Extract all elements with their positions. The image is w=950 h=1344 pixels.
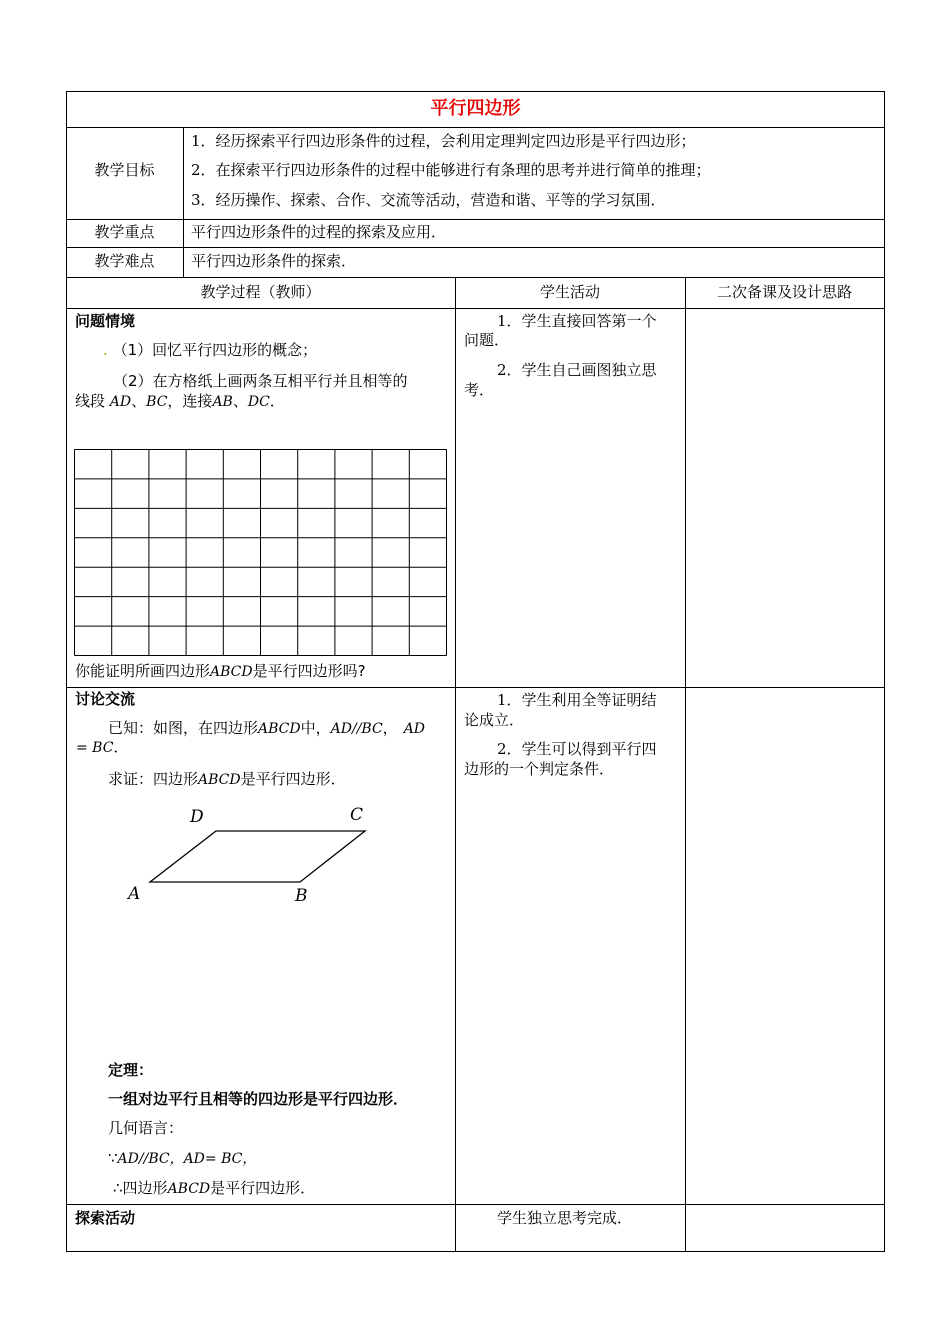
student-activity-1-cont: 论成立． — [464, 711, 525, 729]
column-header-student: 学生活动 — [539, 283, 600, 301]
geometry-language-label: 几何语言： — [108, 1119, 184, 1137]
column-divider-notes — [685, 277, 686, 1252]
question-number: （1） — [112, 341, 153, 359]
student-activity-1-cont: 问题． — [464, 331, 510, 349]
shape-label: ABCD — [198, 772, 241, 788]
objective-text: 经历操作、探索、合作、交流等活动，营造和谐、平等的学习氛围． — [215, 191, 666, 209]
condition: AD//BC，AD= BC， — [117, 1151, 257, 1167]
question-number: （2） — [113, 372, 153, 390]
key-point-label: 教学重点 — [94, 223, 155, 241]
page-title: 平行四边形 — [430, 98, 521, 119]
question-text: 回忆平行四边形的概念； — [152, 341, 318, 359]
geometry-line-2 — [113, 1178, 315, 1199]
because-symbol: ∵ — [108, 1149, 118, 1167]
text: 四边形 — [122, 1179, 168, 1197]
column-divider-student — [455, 277, 456, 1252]
text: 学生利用全等证明结 — [521, 691, 657, 709]
objectives-label: 教学目标 — [94, 161, 155, 179]
text: 是平行四边形吗? — [252, 662, 366, 680]
parallelogram-shape — [150, 831, 365, 882]
shape-label: ABCD — [258, 721, 301, 737]
student-activity-2 — [497, 739, 657, 759]
text: 线段 — [75, 392, 106, 410]
text: 是平行四边形． — [210, 1179, 316, 1197]
question-1 — [103, 340, 317, 360]
theorem-label: 定理： — [108, 1061, 154, 1079]
table-border-bottom — [66, 1251, 885, 1252]
text: ， — [382, 719, 398, 737]
bullet-dot: . — [103, 341, 108, 359]
square-grid — [74, 449, 447, 656]
text: ． — [269, 392, 285, 410]
objective-text: 经历探索平行四边形条件的过程，会利用定理判定四边形是平行四边形； — [215, 132, 696, 150]
student-activity-2-cont: 考． — [464, 381, 495, 399]
student-activity-1 — [497, 690, 657, 710]
text: ． — [113, 738, 129, 756]
column-header-teacher: 教学过程（教师） — [200, 283, 321, 301]
prove-line — [108, 769, 346, 790]
section-heading: 探索活动 — [75, 1209, 136, 1227]
number: 1． — [497, 312, 522, 330]
objective-item — [191, 160, 711, 180]
question-text: 在方格纸上画两条互相平行并且相等的 — [152, 372, 408, 390]
label-column-divider — [183, 127, 184, 277]
objective-number: 2． — [191, 161, 216, 179]
condition: = BC — [76, 740, 114, 756]
text: 学生自己画图独立思 — [521, 361, 657, 379]
section-heading: 讨论交流 — [75, 690, 136, 708]
text: 中， — [300, 719, 331, 737]
text: 求证：四边形 — [108, 770, 199, 788]
shape-label: ABCD — [167, 1181, 211, 1197]
question-2-line2 — [75, 391, 285, 412]
text: 已知：如图，在四边形 — [108, 719, 259, 737]
objective-number: 1． — [191, 132, 216, 150]
difficulty-text: 平行四边形条件的探索． — [191, 252, 357, 270]
segment-label: AD — [403, 721, 426, 737]
student-activity: 学生独立思考完成． — [497, 1209, 633, 1227]
condition: AD//BC — [330, 721, 383, 737]
segment-label: AD — [109, 394, 132, 410]
given-line2 — [76, 737, 128, 758]
number: 2． — [497, 740, 522, 758]
objective-text: 在探索平行四边形条件的过程中能够进行有条理的思考并进行简单的推理； — [215, 161, 711, 179]
table-border-top — [66, 91, 885, 92]
row-divider — [66, 277, 885, 278]
objective-item — [191, 131, 696, 151]
segment-label: DC — [247, 394, 270, 410]
row-divider — [66, 687, 885, 688]
student-activity-1 — [497, 311, 657, 331]
row-divider — [66, 127, 885, 128]
key-point-text: 平行四边形条件的过程的探索及应用． — [191, 223, 447, 241]
vertex-label-d: D — [190, 807, 204, 827]
row-divider — [66, 247, 885, 248]
proof-question — [75, 661, 366, 682]
difficulty-label: 教学难点 — [94, 252, 155, 270]
objective-item — [191, 190, 666, 210]
row-divider — [66, 308, 885, 309]
text: 你能证明所画四边形 — [75, 662, 211, 680]
theorem-text: 一组对边平行且相等的四边形是平行四边形． — [108, 1090, 409, 1108]
given-line1 — [108, 718, 425, 739]
vertex-label-c: C — [350, 805, 364, 825]
segment-label: AB — [212, 394, 233, 410]
parallelogram-figure — [120, 800, 380, 910]
text: ，连接 — [167, 392, 213, 410]
section-heading: 问题情境 — [75, 312, 136, 330]
shape-label: ABCD — [210, 664, 253, 680]
segment-label: BC — [146, 394, 168, 410]
student-activity-2-cont: 边形的一个判定条件． — [464, 760, 615, 778]
text: 学生可以得到平行四 — [521, 740, 657, 758]
text: 、 — [232, 392, 248, 410]
therefore-symbol: ∴ — [113, 1179, 123, 1197]
row-divider — [66, 219, 885, 220]
vertex-label-a: A — [128, 884, 141, 904]
geometry-line-1 — [108, 1148, 256, 1169]
question-2-line1 — [113, 371, 408, 391]
table-border-right — [884, 91, 885, 1252]
number: 1． — [497, 691, 522, 709]
student-activity-2 — [497, 360, 657, 380]
text: 是平行四边形． — [240, 770, 346, 788]
column-header-notes: 二次备课及设计思路 — [716, 283, 852, 301]
text: 学生直接回答第一个 — [521, 312, 657, 330]
number: 2． — [497, 361, 522, 379]
text: 、 — [131, 392, 147, 410]
vertex-label-b: B — [295, 886, 308, 906]
row-divider — [66, 1204, 885, 1205]
objective-number: 3． — [191, 191, 216, 209]
